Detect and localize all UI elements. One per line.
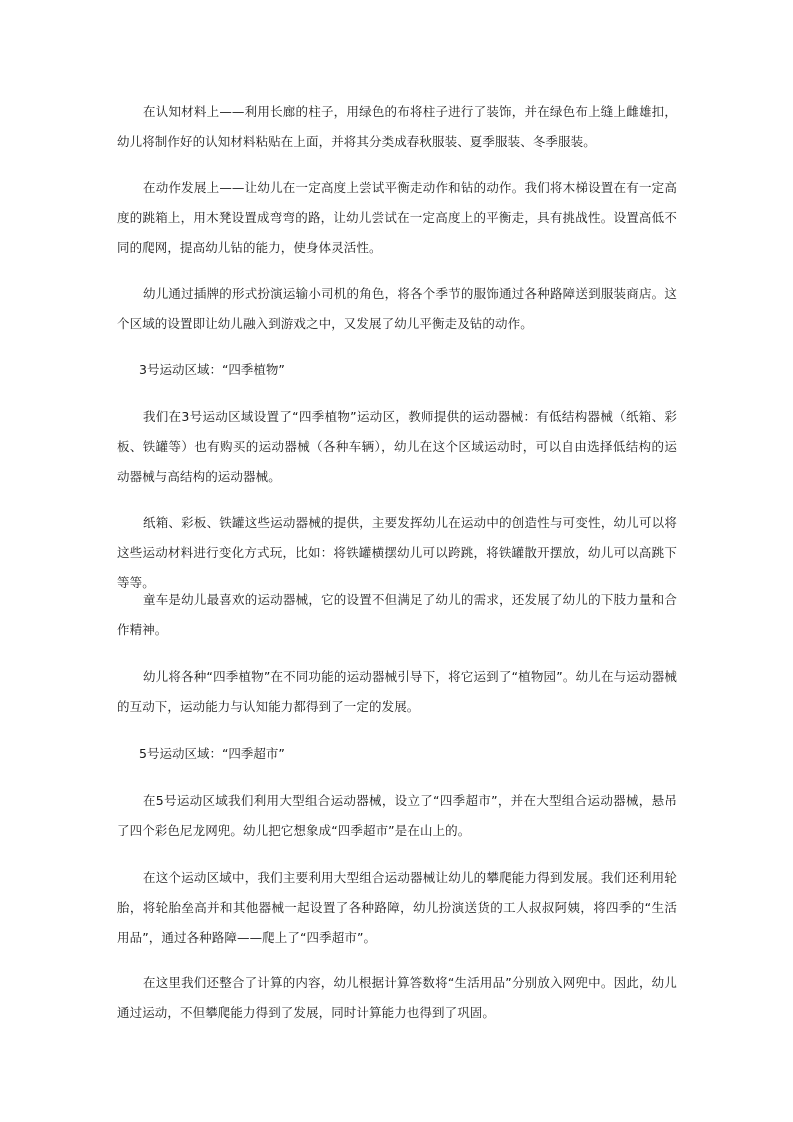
paragraph-toy-vehicles: 童车是幼儿最喜欢的运动器械，它的设置不但满足了幼儿的需求，还发展了幼儿的下肢力量和合作精神。 xyxy=(117,592,677,637)
paragraph-climbing-development: 在这个运动区域中，我们主要利用大型组合运动器械让幼儿的攀爬能力得到发展。我们还利用轮胎，将轮胎垒高并和其他器械一起设置了各种路障，幼儿扮演送货的工人叔叔阿姨，将四季的“生活用品”，通过各种路障——爬上了“四季超市”。 xyxy=(117,870,677,945)
section-heading-zone-5: 5号运动区域：“四季超市” xyxy=(139,746,285,761)
paragraph-zone-3-setup: 我们在3号运动区域设置了“四季植物”运动区，教师提供的运动器械：有低结构器械（纸箱、彩板、铁罐等）也有购买的运动器械（各种车辆），幼儿在这个区域运动时，可以自由选择低结构的运动器械与高结构的运动器械。 xyxy=(117,409,677,484)
paragraph-zone-5-setup: 在5号运动区域我们利用大型组合运动器械，设立了“四季超市”，并在大型组合运动器械，悬吊了四个彩色尼龙网兜。幼儿把它想象成“四季超市”是在山上的。 xyxy=(117,793,677,838)
section-heading-zone-3: 3号运动区域：“四季植物” xyxy=(139,362,285,377)
paragraph-plant-transport: 幼儿将各种“四季植物”在不同功能的运动器械引导下，将它运到了“植物园”。幼儿在与运动器械的互动下，运动能力与认知能力都得到了一定的发展。 xyxy=(117,669,677,714)
paragraph-driver-role: 幼儿通过插牌的形式扮演运输小司机的角色，将各个季节的服饰通过各种路障送到服装商店。这个区域的设置即让幼儿融入到游戏之中，又发展了幼儿平衡走及钻的动作。 xyxy=(117,286,677,331)
paragraph-calculation-integration: 在这里我们还整合了计算的内容，幼儿根据计算答数将“生活用品”分别放入网兜中。因此，幼儿通过运动，不但攀爬能力得到了发展，同时计算能力也得到了巩固。 xyxy=(117,975,677,1020)
paragraph-low-structure-equipment: 纸箱、彩板、铁罐这些运动器械的提供，主要发挥幼儿在运动中的创造性与可变性，幼儿可以将这些运动材料进行变化方式玩，比如：将铁罐横摆幼儿可以跨跳，将铁罐散开摆放，幼儿可以高跳下等等。 xyxy=(117,515,677,590)
paragraph-cognitive-materials: 在认知材料上——利用长廊的柱子，用绿色的布将柱子进行了装饰，并在绿色布上缝上雌雄扣，幼儿将制作好的认知材料粘贴在上面，并将其分类成春秋服装、夏季服装、冬季服装。 xyxy=(117,104,677,149)
paragraph-motor-development: 在动作发展上——让幼儿在一定高度上尝试平衡走动作和钻的动作。我们将木梯设置在有一定高度的跳箱上，用木凳设置成弯弯的路，让幼儿尝试在一定高度上的平衡走，具有挑战性。设置高低不同的爬网，提高幼儿钻的能力，使身体灵活性。 xyxy=(117,180,677,255)
